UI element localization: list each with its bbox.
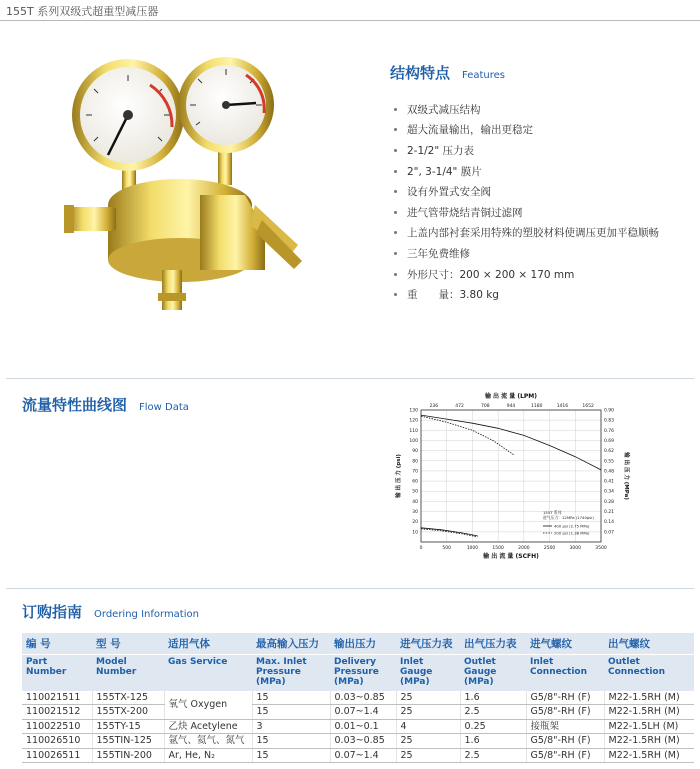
table-cell: 0.01~0.1 [330,719,396,734]
ordering-table [22,633,694,763]
y-tick-label: 30 [412,510,418,516]
ordering-heading [22,601,199,622]
header-en-cell: Inlet Gauge (MPa) [396,655,460,691]
feature-item [394,140,690,161]
table-cell: 0.07~1.4 [330,705,396,720]
table-row [22,691,694,705]
table-cell: 25 [396,748,460,763]
header-cn-cell: 最高输入压力 [252,633,330,655]
flow-heading [22,394,189,415]
y-tick-label: 40 [412,499,418,505]
table-cell: 氩气、氦气、氮气 [164,734,252,749]
table-cell: 155TIN-200 [92,748,164,763]
x-tick-label: 2500 [543,546,556,551]
table-header-en [22,655,694,691]
table-cell: G5/8"-RH (F) [526,734,604,749]
y-tick-label: 50 [412,489,418,495]
header-cn-cell: 适用气体 [164,633,252,655]
x-tick-label: 0 [419,546,423,551]
table-cell: G5/8"-RH (F) [526,748,604,763]
table-cell: 25 [396,734,460,749]
feature-item [394,284,690,305]
feature-text: 设有外置式安全阀 [407,186,491,199]
y2-tick-label: 0.14 [604,520,615,526]
table-cell: 0.03~0.85 [330,734,396,749]
table-cell: 110021512 [22,705,92,720]
y-axis-label: 输 出 压 力 (psi) [396,454,402,498]
table-cell: M22-1.5RH (M) [604,705,694,720]
table-cell: 155TX-200 [92,705,164,720]
table-cell: M22-1.5RH (M) [604,691,694,705]
table-cell: 接瓶架 [526,719,604,734]
table-cell: 155TIN-125 [92,734,164,749]
table-row [22,705,694,720]
section-divider-2 [6,588,694,589]
header-cn-cell: 编 号 [22,633,92,655]
table-cell: 1.6 [460,691,526,705]
flow-title-cn: 流量特性曲线图 [22,396,128,414]
bullet-icon [394,273,397,276]
feature-text: 三年免费维修 [407,247,470,260]
feature-text: 2", 3-1/4" 膜片 [407,165,482,178]
table-cell: Ar, He, N₂ [164,748,252,763]
feature-text: 超大流量输出，输出更稳定 [407,124,533,137]
feature-text: 上盖内部衬套采用特殊的塑胶材料使调压更加平稳顺畅 [407,227,659,240]
features-title-cn: 结构特点 [390,64,451,82]
y2-tick-label: 0.62 [604,449,615,455]
feature-text: 重 量：3.80 kg [407,289,499,302]
y-tick-label: 120 [409,418,418,424]
table-cell: 1.6 [460,734,526,749]
table-cell: 0.25 [460,719,526,734]
x2-tick-label: 1652 [582,404,594,409]
bullet-icon [394,190,397,193]
bullet-icon [394,170,397,173]
table-cell: 110022510 [22,719,92,734]
table-cell: M22-1.5LH (M) [604,719,694,734]
table-cell: G5/8"-RH (F) [526,705,604,720]
y2-tick-label: 0.55 [604,459,615,465]
features-section [390,62,690,305]
product-image [50,55,310,325]
header-cn-cell: 进气压力表 [396,633,460,655]
table-cell: G5/8"-RH (F) [526,691,604,705]
y2-tick-label: 0.76 [604,428,615,434]
y-tick-label: 60 [412,479,418,485]
flow-chart [393,386,633,566]
feature-item [394,223,690,244]
y-tick-label: 10 [412,530,418,536]
table-cell: 氧气 Oxygen [164,691,252,720]
table-header-cn [22,633,694,655]
series-line [421,415,601,470]
header-cn-cell: 出气螺纹 [604,633,694,655]
y-tick-label: 70 [412,469,418,475]
feature-item [394,120,690,141]
header-rule [0,20,700,21]
feature-item [394,181,690,202]
header-en-cell: Inlet Connection [526,655,604,691]
header-en-cell: Outlet Connection [604,655,694,691]
flow-title-en: Flow Data [139,402,189,413]
y2-tick-label: 0.83 [604,418,615,424]
table-cell: 4 [396,719,460,734]
y-tick-label: 90 [412,449,418,455]
table-cell: 0.07~1.4 [330,748,396,763]
ordering-title-cn: 订购指南 [22,603,83,621]
header-en-cell: Part Number [22,655,92,691]
y2-tick-label: 0.41 [604,479,615,485]
table-cell: 乙炔 Acetylene [164,719,252,734]
header-cn-cell: 输出压力 [330,633,396,655]
table-cell: 3 [252,719,330,734]
y2-tick-label: 0.28 [604,499,615,505]
x-tick-label: 1000 [466,546,479,551]
legend-title: 进气压力：12MPa (1740psi) [543,515,594,520]
bullet-icon [394,293,397,296]
x2-tick-label: 944 [506,404,516,409]
bullet-icon [394,108,397,111]
header-en-cell: Delivery Pressure (MPa) [330,655,396,691]
feature-item [394,161,690,182]
bullet-icon [394,211,397,214]
x-tick-label: 3000 [569,546,582,551]
table-cell: 110026511 [22,748,92,763]
x-tick-label: 3500 [595,546,607,551]
features-list [394,99,690,305]
table-row [22,748,694,763]
series-line [421,529,478,537]
feature-text: 双级式减压结构 [407,103,481,116]
page-header [0,0,700,22]
table-cell: 110026510 [22,734,92,749]
y-tick-label: 100 [409,438,418,444]
series-line [421,416,514,455]
table-cell: M22-1.5RH (M) [604,748,694,763]
header-en-cell: Max. Inlet Pressure (MPa) [252,655,330,691]
y-tick-label: 20 [412,520,418,526]
x-tick-label: 500 [442,546,452,551]
table-cell: M22-1.5RH (M) [604,734,694,749]
table-cell: 15 [252,734,330,749]
table-body [22,691,694,763]
feature-text: 2-1/2" 压力表 [407,144,475,157]
table-cell: 155TY-15 [92,719,164,734]
table-cell: 0.03~0.85 [330,691,396,705]
table-cell: 25 [396,691,460,705]
table-row [22,719,694,734]
header-cn-cell: 进气螺纹 [526,633,604,655]
x2-tick-label: 1180 [530,404,543,409]
table-cell: 2.5 [460,705,526,720]
table-cell: 15 [252,691,330,705]
y-tick-label: 110 [409,428,418,434]
y2-tick-label: 0.07 [604,530,615,536]
ordering-title-en: Ordering Information [94,609,199,620]
table-cell: 25 [396,705,460,720]
x2-tick-label: 1416 [556,404,569,409]
x2-tick-label: 708 [480,404,490,409]
header-cn-cell: 型 号 [92,633,164,655]
section-divider-1 [6,378,694,379]
feature-text: 外形尺寸：200 × 200 × 170 mm [407,268,575,281]
x2-tick-label: 236 [429,404,439,409]
x-tick-label: 1500 [492,546,504,551]
y2-tick-label: 0.21 [604,510,615,516]
feature-text: 进气管带烧结青铜过滤网 [407,206,523,219]
features-heading [390,62,690,83]
bullet-icon [394,149,397,152]
y-tick-label: 80 [412,459,418,465]
y2-tick-label: 0.90 [604,408,615,414]
legend-label: 200 psi (1.38 MPa) [554,530,590,536]
bullet-icon [394,128,397,131]
y-tick-label: 130 [409,408,418,414]
legend-label: 400 psi (2.75 MPa) [554,523,590,529]
plot-frame [421,410,601,542]
x-tick-label: 2000 [518,546,530,551]
feature-item [394,99,690,120]
bullet-icon [394,231,397,234]
header-cn-cell: 出气压力表 [460,633,526,655]
table-cell: 155TX-125 [92,691,164,705]
y2-axis-label: 输 出 压 力 (MPa) [623,452,629,500]
flow-chart-svg [393,386,633,566]
y2-tick-label: 0.48 [604,469,615,475]
features-title-en: Features [462,70,506,81]
table-row [22,734,694,749]
y2-tick-label: 0.34 [604,489,615,495]
x2-axis-label: 输 出 流 量 (LPM) [484,393,538,400]
header-en-cell: Outlet Gauge (MPa) [460,655,526,691]
table-cell: 110021511 [22,691,92,705]
table-cell: 15 [252,748,330,763]
header-en-cell: Model Number [92,655,164,691]
table-cell: 2.5 [460,748,526,763]
page-title: 155T 系列双级式超重型减压器 [6,5,159,18]
feature-item [394,243,690,264]
feature-item [394,202,690,223]
bullet-icon [394,252,397,255]
legend-title: 155T 系列 [543,510,562,515]
table-cell: 15 [252,705,330,720]
x2-tick-label: 472 [455,404,464,409]
y2-tick-label: 0.69 [604,438,615,444]
header-en-cell: Gas Service [164,655,252,691]
feature-item [394,264,690,285]
x-axis-label: 输 出 流 量 (SCFH) [483,553,539,560]
